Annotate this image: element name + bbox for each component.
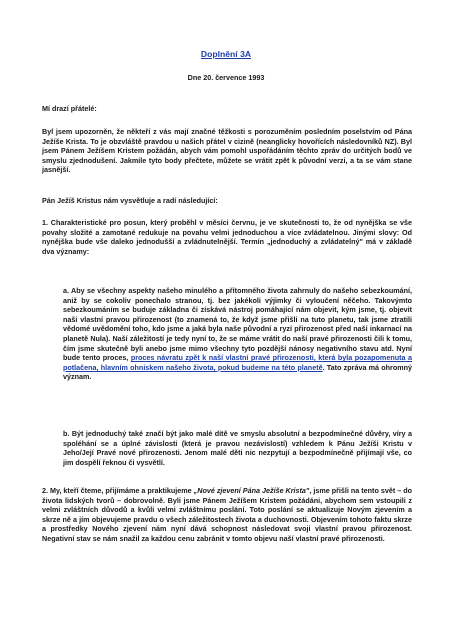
document-title: Doplnění 3A — [200, 49, 252, 59]
document-date: Dne 20. července 1993 — [187, 73, 265, 82]
point-1a-underlined-text[interactable]: proces návratu zpět k naší vlastní pravé přirozenosti, která byla pozapomenuta a potlačena, hlavním ohniskem našeho života, pokud budeme na této planetě — [63, 353, 412, 372]
intro-paragraph: Byl jsem upozorněn, že někteří z vás mají značné těžkosti s porozuměním posledním poselstvím od Pána Ježíše Krista. To je obzvláště pravdou u našich přátel v cizině (neanglicky hovořících následovníků NZ). Byl jsem Pánem Ježíšem Kristem požádán, abych vám pomohl uspořádáním těchto zpráv do určitých bodů ve smyslu zjednodušení. Jakmile tyto body přečtete, můžete se vrátit zpět k původní verzi, a ta se vám stane jasnější. — [42, 127, 412, 175]
salutation: Mí drazí přátelé: — [42, 104, 97, 113]
point-1b-paragraph: b. Být jednoduchý také značí být jako malé dítě ve smyslu absolutní a bezpodmínečné důvěry, víry a spoléhání se a úplné závislosti (která je pravou nezávislostí) vzhledem k Pánu Ježíši Kristu v Jeho/Její Pravé nové přirozenosti. Jenom malé děti nic nezpytují a bezpodmínečně přijímají vše, co jim dospělí řeknou či vysvětlí. — [63, 429, 412, 467]
point-1a-text: a. Aby se všechny aspekty našeho minulého a přítomného života zahrnuly do našeho sebezkoumání, aniž by se cokoliv ponechalo stranou, tj. bez jakékoli výjimky či vyloučení něčeho. Takovýmto sebezkoumáním se buduje základna či získává nástroj pomáhající nám objevit, kým jsme, tj. objevit naši vlastní pravou přirozenost (to znamená to, že když jsme přišli na tuto planetu, tak jsme ztratili vědomé uvědomění toho, kdo jsme a jaká byla naše původní a ryzí přirozenost před naší inkarnací na planetě Nula). Naší záležitostí je tedy nyní to, že se máme vrátit do naší pravé přirozenosti čili k tomu, čím jsme skutečně byli anebo jsme mimo všechny tyto pozdější nánosy negativního stavu atd. Nyní bude tento proces, — [63, 286, 412, 363]
point-2-quote: „Nové zjevení Pána Ježíše Krista" — [193, 486, 310, 495]
point-2-paragraph — [42, 486, 412, 544]
lead-paragraph: Pán Ježíš Kristus nám vysvětluje a radí následující: — [42, 196, 218, 205]
point-1a-tail: . Tato zpráva má ohromný význam. — [63, 362, 413, 382]
point-2-text: 2. My, kteří čteme, přijímáme a praktikujeme — [42, 486, 194, 495]
point-2-rest: , jsme přišli na tento svět – do života lidských tvorů – dobrovolně. Byli jsme Pánem Ježíšem Kristem požádáni, abychom sem vstoupili z velmi zvláštních důvodů a kvůli velmi zvláštnímu poslání. Toto poslání se aktualizuje Novým zjevením a skrze ně a jím objevujeme pravdu o všech záležitostech života a duchovnosti. Objevením tohoto faktu skrze a prostředky Nového zjevení nám nyní dává schopnost následovat svoji vlastní pravou přirozenost. Negativní stav se nám snažil za každou cenu zabránit v tomto objevu naší vlastní pravé přirozenosti. — [42, 486, 412, 543]
point-1a-paragraph — [63, 286, 412, 382]
point-1-paragraph: 1. Charakteristické pro posun, který proběhl v měsíci červnu, je ve skutečnosti to, že od nynějška se vše povahy složité a zamotané redukuje na povahu velmi jednoduchou a více zvládatelnou. Jinými slovy: Od nynějška bude vše daleko jednodušší a zvládnutelnější. Termín „jednoduchý a zvládatelný" má v základě dva významy: — [42, 218, 412, 256]
